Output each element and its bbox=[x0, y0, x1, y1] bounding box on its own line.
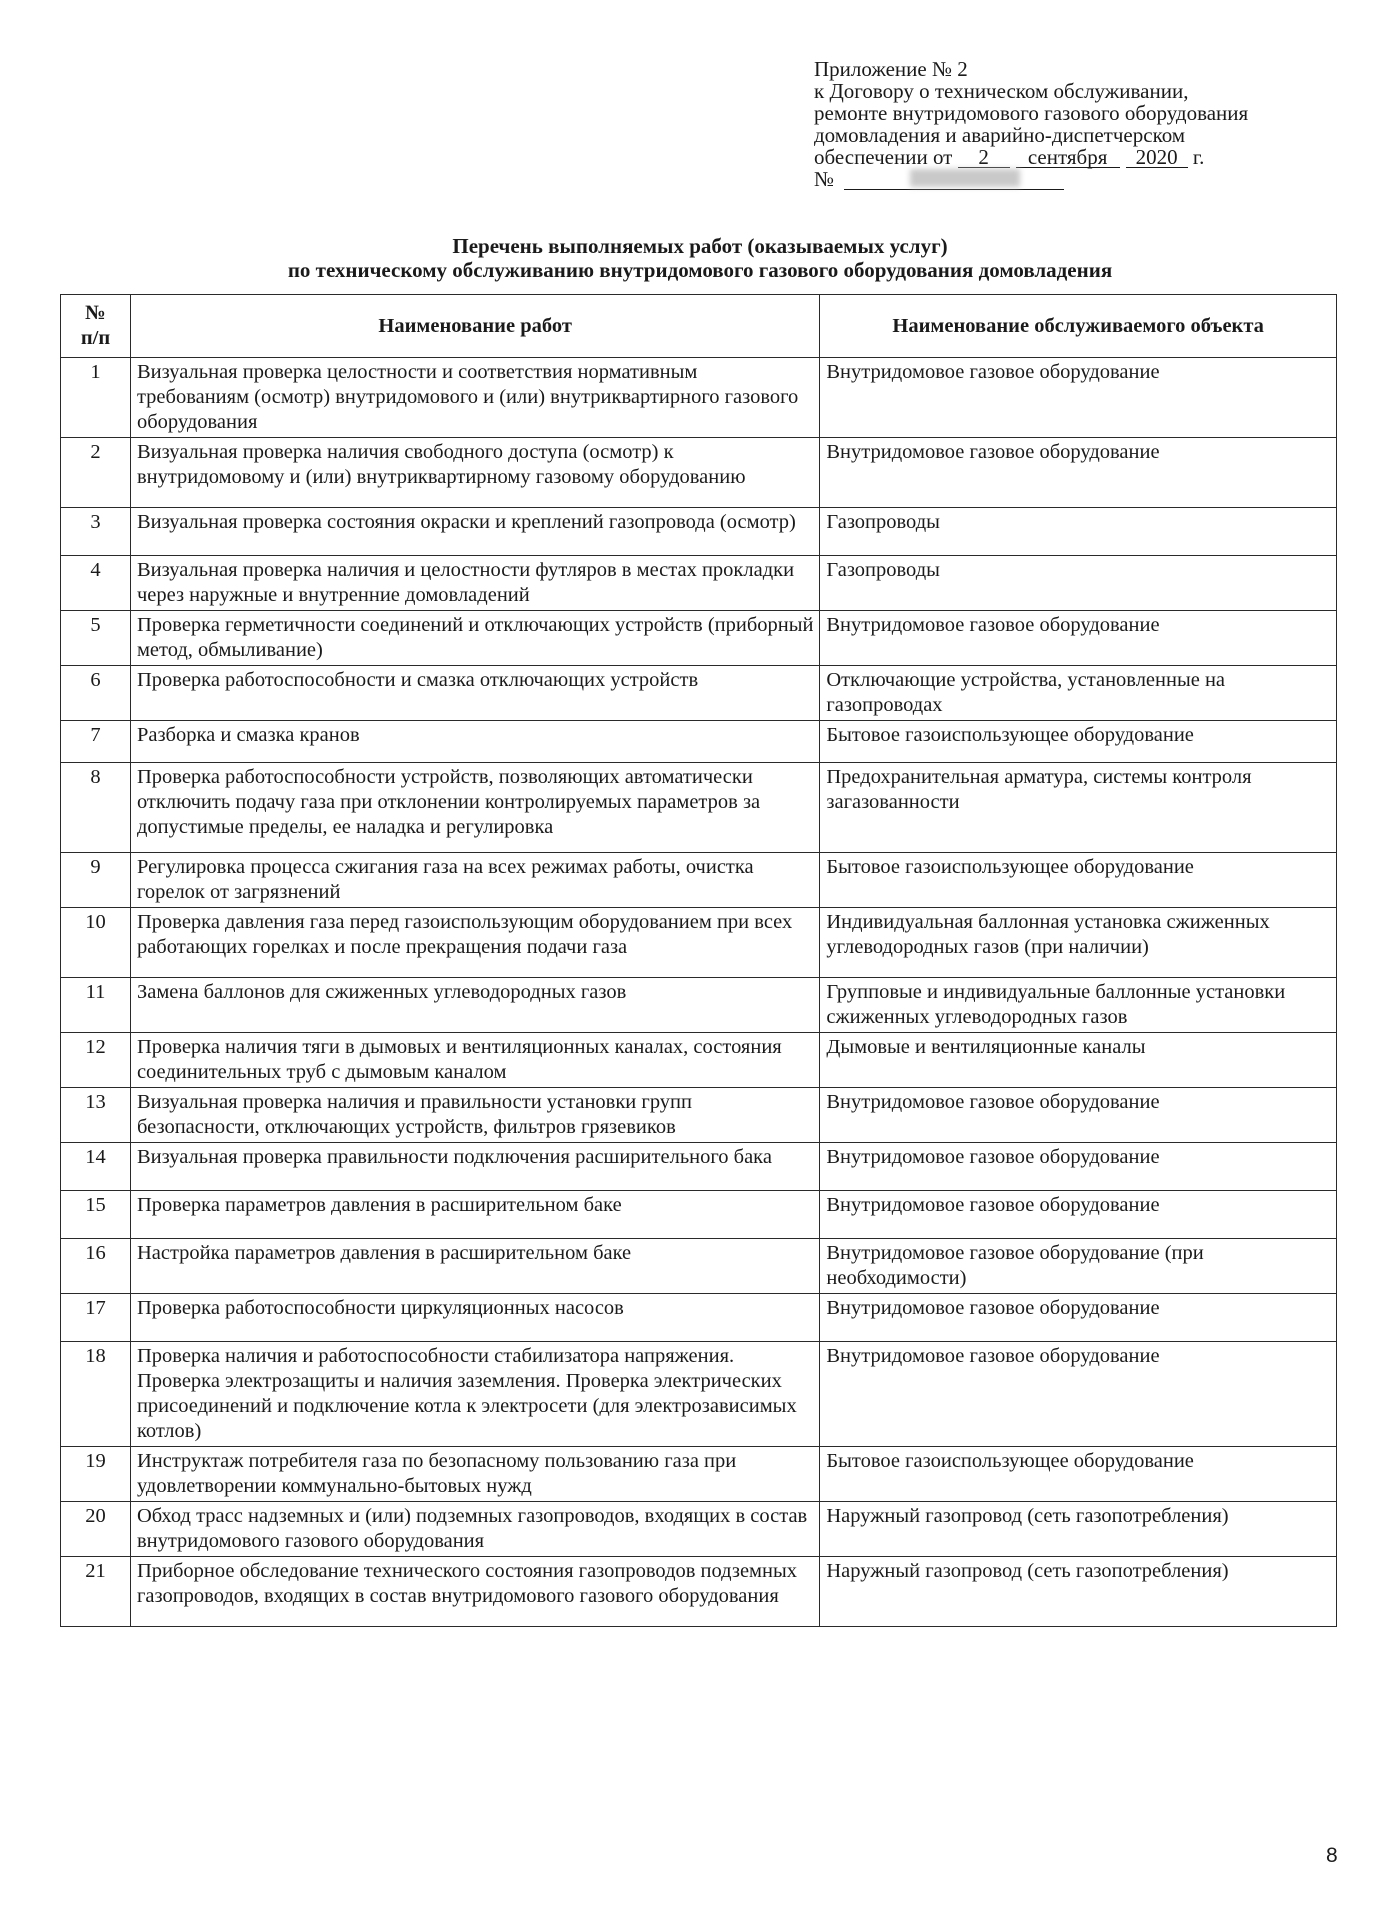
row-object-name: Наружный газопровод (сеть газопотребления) bbox=[820, 1557, 1337, 1627]
row-number: 2 bbox=[61, 438, 131, 508]
table-row bbox=[61, 1342, 1337, 1447]
page-title bbox=[60, 234, 1340, 282]
table-row bbox=[61, 508, 1337, 556]
annex-line-3: ремонте внутридомового газового оборудования bbox=[814, 101, 1249, 125]
header-num bbox=[61, 295, 131, 358]
header-object: Наименование обслуживаемого объекта bbox=[820, 295, 1337, 358]
row-work-name: Приборное обследование технического состояния газопроводов подземных газопроводов, входящих в состав внутридомового газового оборудования bbox=[130, 1557, 819, 1627]
table-row bbox=[61, 1088, 1337, 1143]
row-work-name: Проверка давления газа перед газоиспользующим оборудованием при всех работающих горелках и после прекращения подачи газа bbox=[130, 908, 819, 978]
table-row bbox=[61, 853, 1337, 908]
table-row bbox=[61, 358, 1337, 438]
row-work-name: Визуальная проверка наличия свободного доступа (осмотр) к внутридомовому и (или) внутриквартирному газовому оборудованию bbox=[130, 438, 819, 508]
row-number: 7 bbox=[61, 721, 131, 763]
table-row bbox=[61, 556, 1337, 611]
table-row bbox=[61, 1502, 1337, 1557]
table-row bbox=[61, 611, 1337, 666]
row-object-name: Внутридомовое газовое оборудование bbox=[820, 1342, 1337, 1447]
table-row bbox=[61, 1294, 1337, 1342]
row-number: 17 bbox=[61, 1294, 131, 1342]
annex-number-label: № bbox=[814, 167, 835, 191]
table-row bbox=[61, 721, 1337, 763]
row-number: 16 bbox=[61, 1239, 131, 1294]
title-line-2: по техническому обслуживанию внутридомового газового оборудования домовладения bbox=[287, 258, 1113, 282]
row-number: 9 bbox=[61, 853, 131, 908]
row-object-name: Внутридомовое газовое оборудование bbox=[820, 1143, 1337, 1191]
row-object-name: Предохранительная арматура, системы контроля загазованности bbox=[820, 763, 1337, 853]
row-work-name: Визуальная проверка правильности подключения расширительного бака bbox=[130, 1143, 819, 1191]
annex-number-line bbox=[814, 168, 1374, 190]
table-row bbox=[61, 1191, 1337, 1239]
row-number: 13 bbox=[61, 1088, 131, 1143]
row-object-name: Внутридомовое газовое оборудование bbox=[820, 1088, 1337, 1143]
table-row bbox=[61, 1143, 1337, 1191]
table-row bbox=[61, 438, 1337, 508]
row-work-name: Проверка работоспособности циркуляционных насосов bbox=[130, 1294, 819, 1342]
row-work-name: Проверка наличия и работоспособности стабилизатора напряжения. Проверка электрозащиты и наличия заземления. Проверка электрических присоединений и подключение котла к электросети (для электрозависимых котлов) bbox=[130, 1342, 819, 1447]
row-work-name: Проверка наличия тяги в дымовых и вентиляционных каналах, состояния соединительных труб с дымовым каналом bbox=[130, 1033, 819, 1088]
table-row bbox=[61, 666, 1337, 721]
row-number: 10 bbox=[61, 908, 131, 978]
annex-line-4: домовладения и аварийно-диспетчерском bbox=[814, 123, 1186, 147]
row-number: 12 bbox=[61, 1033, 131, 1088]
row-work-name: Визуальная проверка целостности и соответствия нормативным требованиям (осмотр) внутридомового и (или) внутриквартирного газового оборудования bbox=[130, 358, 819, 438]
row-number: 18 bbox=[61, 1342, 131, 1447]
table-header-row bbox=[61, 295, 1337, 358]
table-row bbox=[61, 1033, 1337, 1088]
row-object-name: Бытовое газоиспользующее оборудование bbox=[820, 721, 1337, 763]
annex-line-1: Приложение № 2 bbox=[814, 57, 968, 81]
row-number: 8 bbox=[61, 763, 131, 853]
row-number: 4 bbox=[61, 556, 131, 611]
row-object-name: Наружный газопровод (сеть газопотребления) bbox=[820, 1502, 1337, 1557]
works-table bbox=[60, 294, 1337, 1627]
row-work-name: Проверка герметичности соединений и отключающих устройств (приборный метод, обмыливание) bbox=[130, 611, 819, 666]
row-number: 20 bbox=[61, 1502, 131, 1557]
row-number: 1 bbox=[61, 358, 131, 438]
row-object-name: Групповые и индивидуальные баллонные установки сжиженных углеводородных газов bbox=[820, 978, 1337, 1033]
row-object-name: Внутридомовое газовое оборудование bbox=[820, 1191, 1337, 1239]
annex-line-2: к Договору о техническом обслуживании, bbox=[814, 79, 1189, 103]
row-number: 11 bbox=[61, 978, 131, 1033]
page-number: 8 bbox=[1326, 1844, 1338, 1867]
row-object-name: Внутридомовое газовое оборудование bbox=[820, 611, 1337, 666]
row-object-name: Внутридомовое газовое оборудование (при необходимости) bbox=[820, 1239, 1337, 1294]
row-work-name: Проверка работоспособности устройств, позволяющих автоматически отключить подачу газа при отклонении контролируемых параметров за допустимые пределы, ее наладка и регулировка bbox=[130, 763, 819, 853]
row-work-name: Обход трасс надземных и (или) подземных газопроводов, входящих в состав внутридомового газового оборудования bbox=[130, 1502, 819, 1557]
table-row bbox=[61, 1239, 1337, 1294]
row-object-name: Дымовые и вентиляционные каналы bbox=[820, 1033, 1337, 1088]
row-work-name: Визуальная проверка наличия и целостности футляров в местах прокладки через наружные и внутренние домовладений bbox=[130, 556, 819, 611]
annex-date-suffix: г. bbox=[1192, 145, 1205, 169]
annex-date-line bbox=[814, 146, 1374, 168]
row-work-name: Проверка работоспособности и смазка отключающих устройств bbox=[130, 666, 819, 721]
row-number: 15 bbox=[61, 1191, 131, 1239]
row-object-name: Газопроводы bbox=[820, 508, 1337, 556]
row-object-name: Внутридомовое газовое оборудование bbox=[820, 438, 1337, 508]
annex-date-year: 2020 bbox=[1126, 147, 1188, 168]
row-number: 3 bbox=[61, 508, 131, 556]
row-work-name: Замена баллонов для сжиженных углеводородных газов bbox=[130, 978, 819, 1033]
table-row bbox=[61, 763, 1337, 853]
row-object-name: Внутридомовое газовое оборудование bbox=[820, 358, 1337, 438]
row-number: 5 bbox=[61, 611, 131, 666]
row-object-name: Отключающие устройства, установленные на газопроводах bbox=[820, 666, 1337, 721]
annex-number-field bbox=[844, 169, 1064, 190]
table-row bbox=[61, 1447, 1337, 1502]
table-row bbox=[61, 908, 1337, 978]
header-num-line-1: № bbox=[85, 302, 106, 324]
row-object-name: Внутридомовое газовое оборудование bbox=[820, 1294, 1337, 1342]
annex-header bbox=[814, 58, 1374, 190]
row-work-name: Разборка и смазка кранов bbox=[130, 721, 819, 763]
row-number: 14 bbox=[61, 1143, 131, 1191]
header-num-line-2: п/п bbox=[80, 327, 111, 349]
row-object-name: Бытовое газоиспользующее оборудование bbox=[820, 1447, 1337, 1502]
row-number: 19 bbox=[61, 1447, 131, 1502]
row-number: 21 bbox=[61, 1557, 131, 1627]
row-work-name: Инструктаж потребителя газа по безопасному пользованию газа при удовлетворении коммунально-бытовых нужд bbox=[130, 1447, 819, 1502]
row-object-name: Индивидуальная баллонная установка сжиженных углеводородных газов (при наличии) bbox=[820, 908, 1337, 978]
row-object-name: Бытовое газоиспользующее оборудование bbox=[820, 853, 1337, 908]
row-work-name: Визуальная проверка состояния окраски и креплений газопровода (осмотр) bbox=[130, 508, 819, 556]
redacted-number bbox=[910, 169, 1020, 187]
row-work-name: Настройка параметров давления в расширительном баке bbox=[130, 1239, 819, 1294]
table-row bbox=[61, 978, 1337, 1033]
annex-date-prefix: обеспечении от bbox=[814, 145, 953, 169]
header-work: Наименование работ bbox=[130, 295, 819, 358]
annex-date-day: 2 bbox=[958, 147, 1010, 168]
table-row bbox=[61, 1557, 1337, 1627]
row-work-name: Визуальная проверка наличия и правильности установки групп безопасности, отключающих устройств, фильтров грязевиков bbox=[130, 1088, 819, 1143]
row-object-name: Газопроводы bbox=[820, 556, 1337, 611]
row-work-name: Проверка параметров давления в расширительном баке bbox=[130, 1191, 819, 1239]
annex-date-month: сентября bbox=[1016, 147, 1120, 168]
row-work-name: Регулировка процесса сжигания газа на всех режимах работы, очистка горелок от загрязнений bbox=[130, 853, 819, 908]
title-line-1: Перечень выполняемых работ (оказываемых услуг) bbox=[452, 234, 948, 258]
row-number: 6 bbox=[61, 666, 131, 721]
